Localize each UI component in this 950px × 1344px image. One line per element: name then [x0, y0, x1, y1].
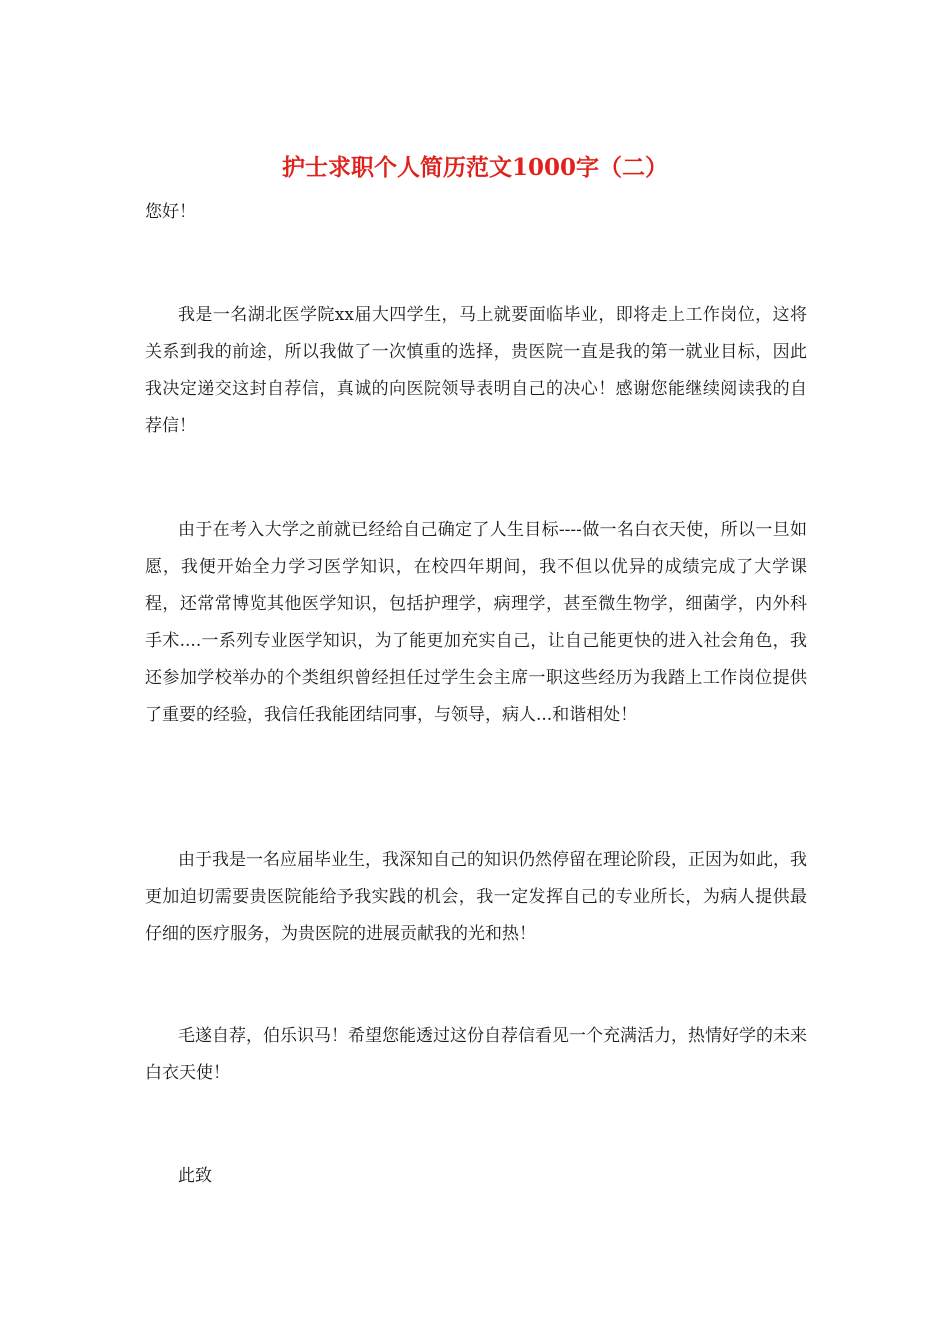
paragraph-4: 毛遂自荐，伯乐识马！希望您能透过这份自荐信看见一个充满活力，热情好学的未来白衣天使！	[145, 1026, 807, 1083]
paragraph-2: 由于在考入大学之前就已经给自己确定了人生目标----做一名白衣天使，所以一旦如愿，我便开始全力学习医学知识，在校四年期间，我不但以优异的成绩完成了大学课程，还常常博览其他医学知识，包括护理学，病理学，甚至微生物学，细菌学，内外科手术....一系列专业医学知识，为了能更加充实自己，让自己能更快的进入社会角色，我还参加学校举办的个类组织曾经担任过学生会主席一职这些经历为我踏上工作岗位提供了重要的经验，我信任我能团结同事，与领导，病人...和谐相处！	[145, 520, 807, 725]
paragraph-3: 由于我是一名应届毕业生，我深知自己的知识仍然停留在理论阶段，正因为如此，我更加迫切需要贵医院能给予我实践的机会，我一定发挥自己的专业所长，为病人提供最仔细的医疗服务，为贵医院的进展贡献我的光和热！	[145, 850, 807, 944]
paragraph-1: 我是一名湖北医学院xx届大四学生，马上就要面临毕业，即将走上工作岗位，这将关系到我的前途，所以我做了一次慎重的选择，贵医院一直是我的第一就业目标，因此我决定递交这封自荐信，真诚的向医院领导表明自己的决心！感谢您能继续阅读我的自荐信！	[145, 305, 807, 436]
greeting: 您好！	[145, 202, 196, 222]
closing-line: 此致	[178, 1166, 212, 1186]
document-title: 护士求职个人简历范文1000字（二）	[281, 154, 668, 181]
